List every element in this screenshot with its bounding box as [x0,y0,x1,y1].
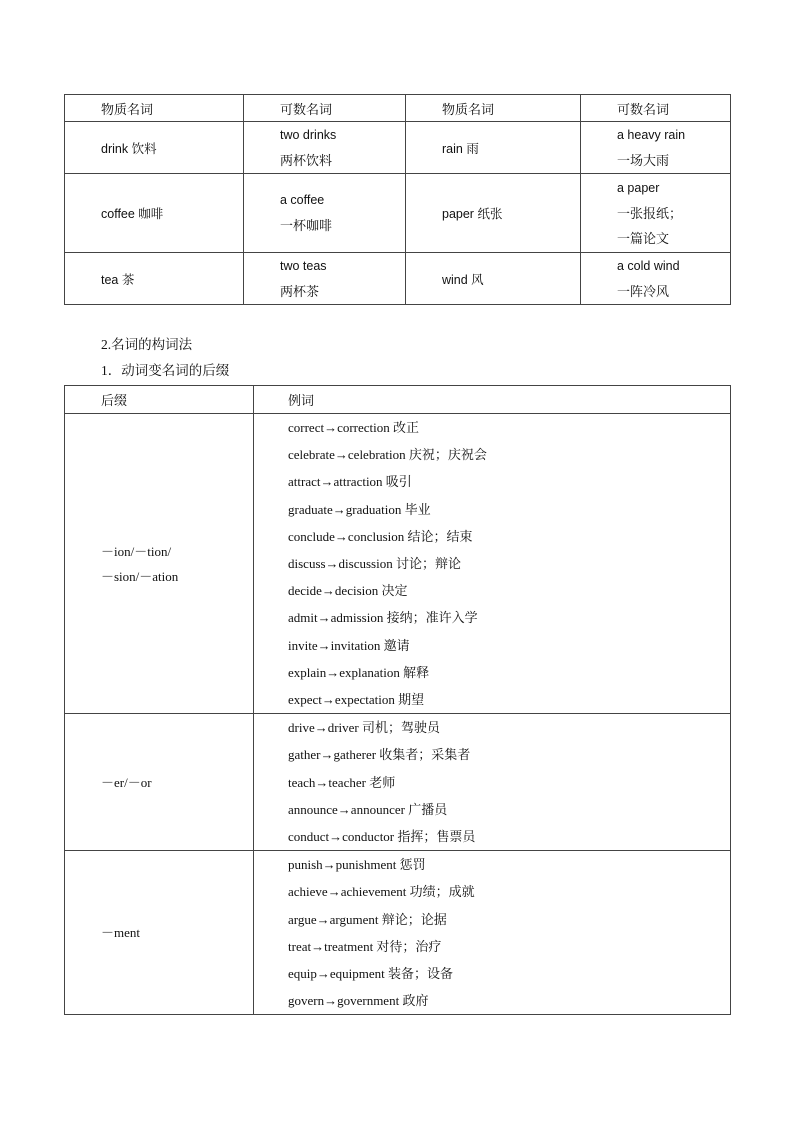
material-noun-cell: drink 饮料 [65,122,244,174]
header-cell: 后缀 [65,386,254,414]
header-cell: 物质名词 [65,95,244,122]
material-noun-cell: rain 雨 [406,122,581,174]
example-item: announce→announcer 广播员 [288,801,448,817]
cell-line: 一张报纸； [617,205,683,221]
examples-cell [254,714,731,851]
material-noun-cell: tea 茶 [65,253,244,305]
example-item: decide→decision 决定 [288,583,408,599]
cell-line: 一篇论文 [617,230,670,246]
cell-line: a paper [617,180,660,195]
cell-line: 两杯茶 [280,283,320,299]
cell-line: －ion/－tion/ [101,543,172,559]
header-cell: 可数名词 [581,95,731,122]
examples-cell [254,414,731,714]
cell-line: two teas [280,258,327,273]
example-item: invite→invitation 邀请 [288,637,410,653]
cell-line: －sion/－ation [101,568,179,584]
example-item: govern→government 政府 [288,993,429,1009]
table-row [65,174,731,253]
material-noun-cell: paper 纸张 [406,174,581,253]
cell-line: a coffee [280,193,325,207]
subsection-heading: 1．动词变名词的后缀 [101,363,230,378]
material-noun-cell: coffee 咖啡 [65,174,244,253]
suffix-table [64,385,731,1015]
example-item: conduct→conductor 指挥；售票员 [288,829,476,845]
example-item: attract→attraction 吸引 [288,474,412,490]
material-noun-table [64,94,731,305]
countable-noun-cell [581,174,731,253]
countable-noun-cell [244,253,406,305]
example-item: drive→driver 司机；驾驶员 [288,720,441,736]
examples-cell [254,851,731,1015]
table-row [65,851,731,1015]
cell-line: －er/－or [101,774,152,790]
suffix-cell [65,414,254,714]
suffix-cell [65,714,254,851]
cell-line: a cold wind [617,258,680,273]
example-item: punish→punishment 惩罚 [288,857,426,873]
table-header-row [65,95,731,122]
countable-noun-cell [581,253,731,305]
example-item: achieve→achievement 功绩；成就 [288,884,475,900]
cell-line: －ment [101,925,140,941]
example-item: graduate→graduation 毕业 [288,501,431,517]
section-heading: 2.名词的构词法 [101,337,193,352]
example-item: teach→teacher 老师 [288,774,396,790]
example-item: treat→treatment 对待；治疗 [288,938,442,954]
header-cell: 可数名词 [244,95,406,122]
example-item: conclude→conclusion 结论；结束 [288,528,473,544]
table-row [65,714,731,851]
cell-line: 两杯饮料 [280,152,333,168]
example-item: argue→argument 辩论；论据 [288,911,447,927]
table-row [65,122,731,174]
cell-line: 一场大雨 [617,152,670,168]
header-cell: 物质名词 [406,95,581,122]
suffix-cell [65,851,254,1015]
example-item: correct→correction 改正 [288,420,420,435]
table-header-row [65,386,731,414]
table-row [65,253,731,305]
example-item: gather→gatherer 收集者；采集者 [288,747,471,763]
example-item: explain→explanation 解释 [288,664,430,680]
cell-line: 一杯咖啡 [280,218,333,233]
material-noun-cell: wind 风 [406,253,581,305]
cell-line: a heavy rain [617,127,686,142]
example-item: equip→equipment 装备；设备 [288,966,454,982]
countable-noun-cell [244,174,406,253]
table-row [65,414,731,714]
countable-noun-cell [244,122,406,174]
example-item: celebrate→celebration 庆祝；庆祝会 [288,447,487,463]
example-item: discuss→discussion 讨论；辩论 [288,556,461,572]
cell-line: two drinks [280,127,337,142]
example-item: admit→admission 接纳；准许入学 [288,610,478,626]
cell-line: 一阵冷风 [617,283,670,299]
countable-noun-cell [581,122,731,174]
example-item: expect→expectation 期望 [288,692,425,708]
header-cell: 例词 [254,386,731,414]
